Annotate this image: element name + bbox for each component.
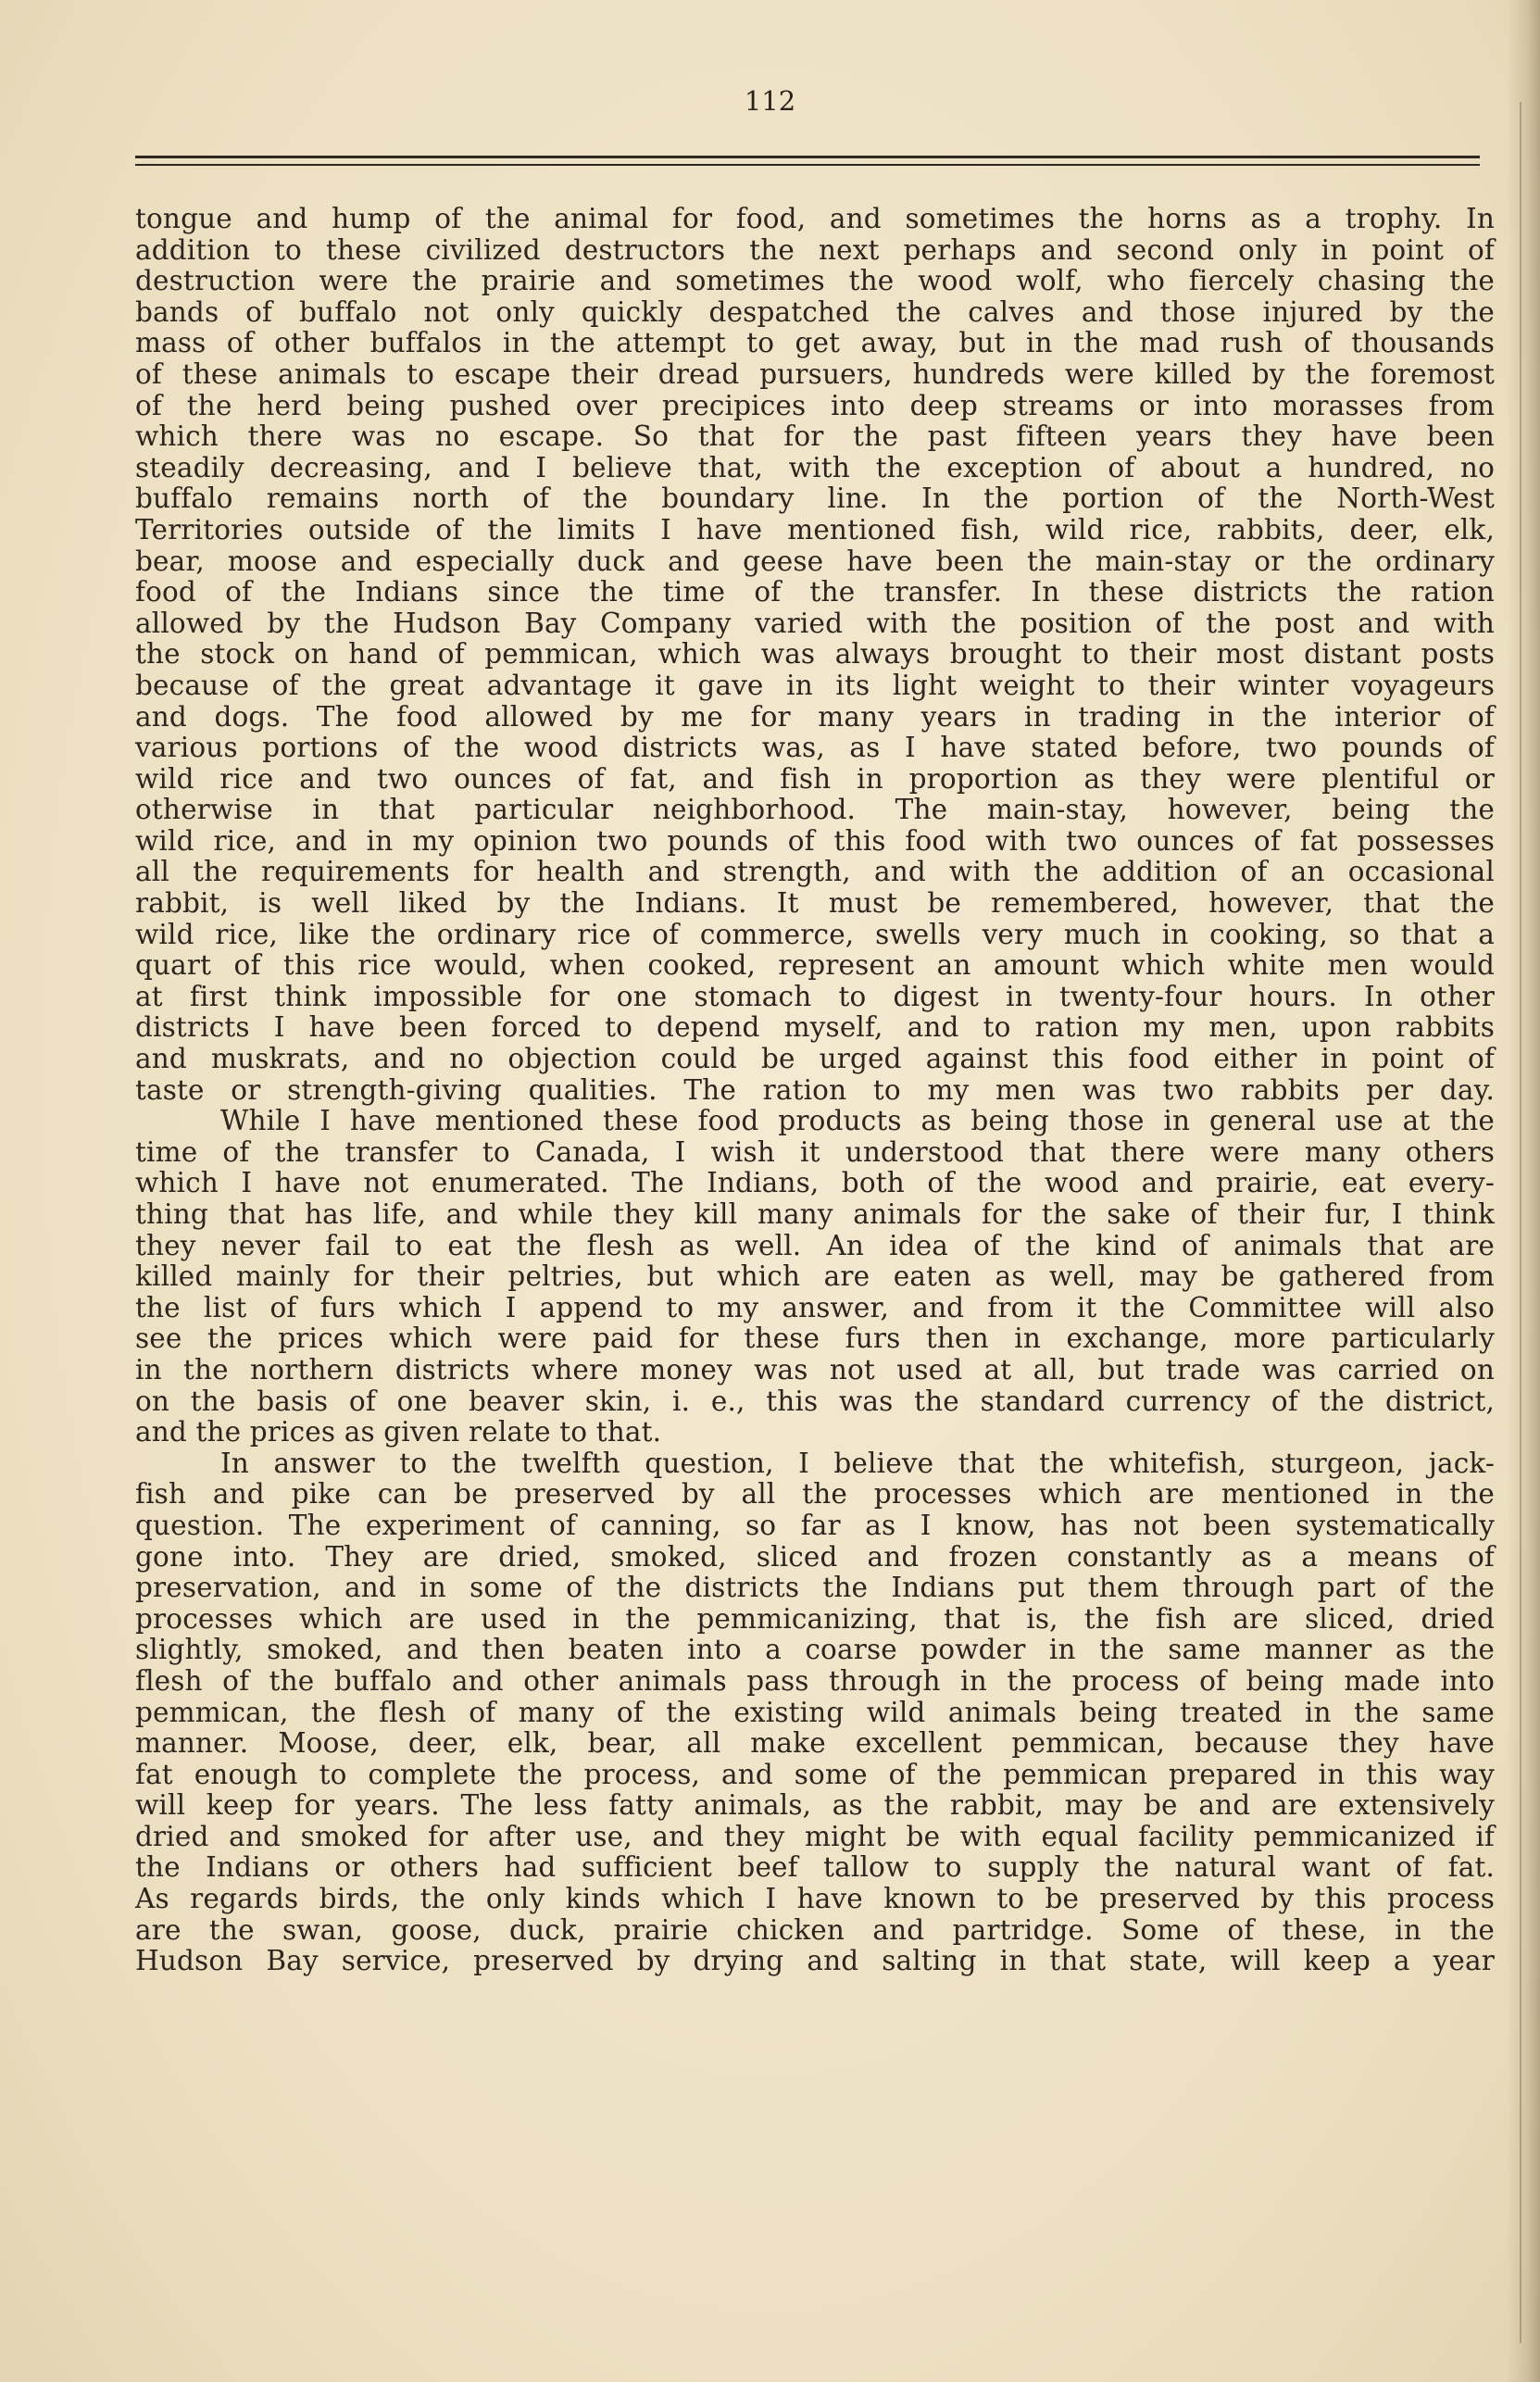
text-line: quart of this rice would, when cooked, represent an amount which white men would [135,949,1495,982]
text-line: thing that has life, and while they kill many animals for the sake of their fur, I think [135,1198,1495,1230]
text-line: tongue and hump of the animal for food, and sometimes the horns as a trophy. In [135,203,1495,234]
text-line: in the northern districts where money was not used at all, but trade was carried on [135,1353,1495,1385]
text-line: allowed by the Hudson Bay Company varied with the position of the post and with [135,607,1495,639]
text-line: question. The experiment of canning, so far as I know, has not been systematically [135,1509,1495,1541]
text-line: gone into. They are dried, smoked, sliced and frozen constantly as a means of [135,1540,1495,1573]
text-line: on the basis of one beaver skin, i. e., this was the standard currency of the district, [135,1385,1495,1417]
text-line: Hudson Bay service, preserved by drying and salting in that state, will keep a year [135,1945,1495,1977]
text-line: pemmican, the flesh of many of the existing wild animals being treated in the same [135,1696,1495,1728]
text-line: various portions of the wood districts was, as I have stated before, two pounds of [135,732,1495,764]
text-line: destruction were the prairie and sometimes the wood wolf, who fiercely chasing the [135,265,1495,297]
text-line: bear, moose and especially duck and geese have been the main-stay or the ordinary [135,545,1495,577]
text-line: mass of other buffalos in the attempt to get away, but in the mad rush of thousands [135,327,1495,359]
text-line: the stock on hand of pemmican, which was always brought to their most distant posts [135,638,1495,671]
text-line: otherwise in that particular neighborhood. The main-stay, however, being the [135,794,1495,826]
text-line: wild rice, like the ordinary rice of commerce, swells very much in cooking, so that a [135,918,1495,950]
text-line: Territories outside of the limits I have mentioned fish, wild rice, rabbits, deer, elk, [135,513,1495,545]
text-line: rabbit, is well liked by the Indians. It must be remembered, however, that the [135,887,1495,920]
text-line: which there was no escape. So that for the past fifteen years they have been [135,420,1495,453]
text-line: and dogs. The food allowed by me for many years in trading in the interior of [135,700,1495,733]
text-line: time of the transfer to Canada, I wish it understood that there were many others [135,1135,1495,1168]
text-line: wild rice and two ounces of fat, and fish in proportion as they were plentiful or [135,762,1495,795]
text-line: dried and smoked for after use, and they might be with equal facility pemmicanized if [135,1820,1495,1852]
text-line: wild rice, and in my opinion two pounds of this food with two ounces of fat possesses [135,824,1495,857]
text-line: are the swan, goose, duck, prairie chicken and partridge. Some of these, in the [135,1913,1495,1946]
text-line: fish and pike can be preserved by all the processes which are mentioned in the [135,1478,1495,1511]
text-line: see the prices which were paid for these furs then in exchange, more particularly [135,1323,1495,1355]
text-line: In answer to the twelfth question, I believe that the whitefish, sturgeon, jack- [220,1447,1495,1479]
text-line: the list of furs which I append to my answer, and from it the Committee will also [135,1291,1495,1323]
text-line: and the prices as given relate to that. [135,1416,662,1448]
text-line: the Indians or others had sufficient beef tallow to supply the natural want of fat. [135,1851,1495,1884]
text-line: will keep for years. The less fatty animals, as the rabbit, may be and are extensively [135,1789,1495,1822]
page-number: 112 [744,85,796,117]
text-line: As regards birds, the only kinds which I have known to be preserved by this process [135,1883,1495,1915]
text-line: because of the great advantage it gave in its light weight to their winter voyageurs [135,669,1495,701]
text-line: and muskrats, and no objection could be urged against this food either in point of [135,1043,1495,1075]
text-line: manner. Moose, deer, elk, bear, all make excellent pemmican, because they have [135,1727,1495,1760]
text-line: processes which are used in the pemmicanizing, that is, the fish are sliced, dried [135,1602,1495,1635]
text-line: buffalo remains north of the boundary line. In the portion of the North-West [135,483,1495,515]
text-line: flesh of the buffalo and other animals pass through in the process of being made into [135,1664,1495,1697]
text-line: While I have mentioned these food products as being those in general use at the [220,1105,1495,1137]
page-edge [1520,102,1521,2343]
body-text [135,204,1495,1977]
text-line: which I have not enumerated. The Indians, both of the wood and prairie, eat every- [135,1167,1495,1199]
text-line: districts I have been forced to depend myself, and to ration my men, upon rabbits [135,1011,1495,1044]
text-line: fat enough to complete the process, and some of the pemmican prepared in this way [135,1758,1495,1790]
text-line: slightly, smoked, and then beaten into a coarse powder in the same manner as the [135,1634,1495,1666]
header-rule-thick [135,156,1480,158]
text-line: of these animals to escape their dread pursuers, hundreds were killed by the foremost [135,357,1495,390]
text-line: addition to these civilized destructors the next perhaps and second only in point of [135,233,1495,266]
text-line: bands of buffalo not only quickly despatched the calves and those injured by the [135,295,1495,328]
text-line: of the herd being pushed over precipices into deep streams or into morasses from [135,389,1495,421]
spine-shadow [1507,0,1540,2382]
text-line: at first think impossible for one stomach to digest in twenty-four hours. In other [135,980,1495,1012]
text-line: taste or strength-giving qualities. The ration to my men was two rabbits per day. [135,1073,1495,1106]
text-line: they never fail to eat the flesh as well. An idea of the kind of animals that are [135,1229,1495,1261]
text-line: all the requirements for health and strength, and with the addition of an occasional [135,856,1495,888]
text-line: preservation, and in some of the districts the Indians put them through part of the [135,1572,1495,1604]
text-line: steadily decreasing, and I believe that, with the exception of about a hundred, no [135,451,1495,483]
text-line: killed mainly for their peltries, but which are eaten as well, may be gathered from [135,1260,1495,1293]
header-rule-thin [135,164,1480,166]
text-line: food of the Indians since the time of the transfer. In these districts the ration [135,576,1495,608]
